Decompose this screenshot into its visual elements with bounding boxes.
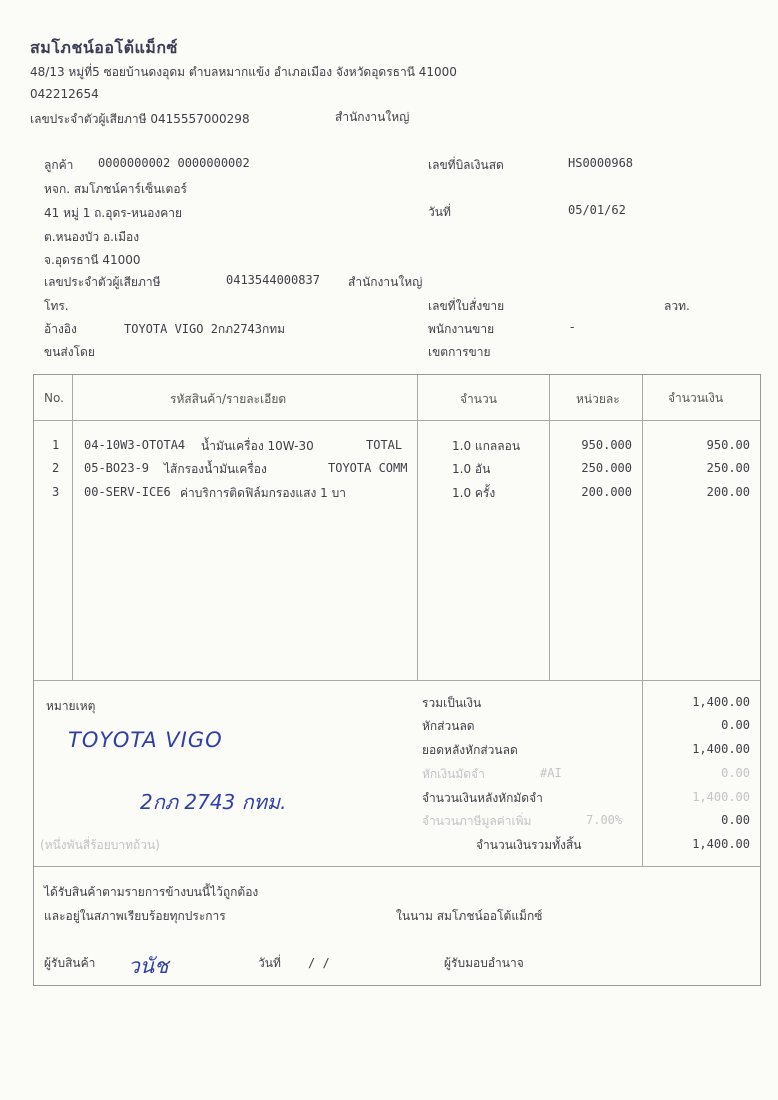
table-row-1-qty: 1.0 แกลลอน: [452, 439, 521, 453]
company-name: สมโภชน์ออโต้แม็กซ์: [30, 38, 178, 57]
col-divider-qty: [549, 375, 550, 680]
total-label-subtotal: รวมเป็นเงิน: [422, 696, 482, 710]
totals-bottom-divider: [34, 866, 760, 867]
total-value-deposit: 0.00: [721, 766, 750, 780]
col-divider-desc: [417, 375, 418, 680]
table-row-2-price: 250.000: [581, 461, 632, 475]
table-header-divider: [34, 420, 760, 421]
table-row-3-code: 00-SERV-ICE6: [84, 485, 171, 499]
company-address: 48/13 หมู่ที่5 ซอยบ้านดงอุดม ตำบลหมากแข้ง อำเภอเมือง จังหวัดอุดรธานี 41000: [30, 65, 457, 79]
bill-no: HS0000968: [568, 156, 634, 170]
total-value-vat: 0.00: [721, 813, 750, 827]
total-label-vat: จำนวนภาษีมูลค่าเพิ่ม: [422, 814, 532, 828]
receiver-label: ผู้รับสินค้า: [44, 956, 96, 970]
table-row-3-price: 200.000: [581, 485, 632, 499]
table-row-1-code: 04-10W3-OTOTA4: [84, 438, 186, 452]
table-row-3-qty: 1.0 ครั้ง: [452, 486, 496, 500]
col-divider-no: [72, 375, 73, 680]
total-deposit-code: #AI: [540, 766, 562, 780]
ship-by-label: ขนส่งโดย: [44, 345, 95, 359]
total-label-deposit: หักเงินมัดจำ: [422, 767, 485, 781]
table-row-3-amount: 200.00: [706, 485, 750, 499]
on-behalf-of: ในนาม สมโภชน์ออโต้แม็กซ์: [396, 909, 543, 923]
col-header-qty: จำนวน: [460, 392, 497, 406]
handwritten-model: TOYOTA VIGO: [68, 728, 223, 752]
customer-tax-label: เลขประจำตัวผู้เสียภาษี: [44, 275, 161, 289]
table-row-3-desc: ค่าบริการติดฟิล์มกรองแสง 1 บา: [180, 486, 346, 500]
total-value-discount: 0.00: [721, 718, 750, 732]
company-phone: 042212654: [30, 87, 99, 101]
customer-address-2: ต.หนองบัว อ.เมือง: [44, 230, 140, 244]
table-row-1-desc: น้ำมันเครื่อง 10W-30: [201, 439, 314, 453]
customer-address-1: 41 หมู่ 1 ถ.อุดร-หนองคาย: [44, 206, 182, 220]
col-divider-price: [642, 375, 643, 866]
col-header-amount: จำนวนเงิน: [668, 391, 724, 405]
customer-phone-label: โทร.: [44, 299, 69, 313]
col-header-desc: รหัสสินค้า/รายละเอียด: [170, 392, 287, 406]
sales-zone-label: เขตการขาย: [428, 345, 491, 359]
customer-code: 0000000002 0000000002: [98, 156, 250, 170]
table-row-1-price: 950.000: [581, 438, 632, 452]
handwritten-plate: 2กภ 2743 กทม.: [140, 790, 287, 814]
total-value-subtotal: 1,400.00: [692, 695, 750, 709]
table-row-2-amount: 250.00: [706, 461, 750, 475]
table-row-1-amount: 950.00: [706, 438, 750, 452]
company-branch: สำนักงานใหญ่: [335, 110, 410, 124]
customer-address-3: จ.อุดรธานี 41000: [44, 253, 141, 267]
table-row-2-brand: TOYOTA COMM: [328, 461, 408, 475]
total-value-after-deposit: 1,400.00: [692, 790, 750, 804]
total-label-discount: หักส่วนลด: [422, 719, 475, 733]
customer-branch: สำนักงานใหญ่: [348, 275, 423, 289]
salesman-label: พนักงานขาย: [428, 322, 495, 336]
sales-order-label: เลขที่ใบสั่งขาย: [428, 299, 505, 313]
items-bottom-divider: [34, 680, 760, 681]
reference-label: อ้างอิง: [44, 322, 77, 336]
table-row-2-code: 05-BO23-9: [84, 461, 150, 475]
received-statement-2: และอยู่ในสภาพเรียบร้อยทุกประการ: [44, 909, 226, 923]
col-header-unit-price: หน่วยละ: [576, 392, 620, 406]
table-row-3-no: 3: [52, 485, 60, 499]
footer-date-value: / /: [308, 956, 330, 970]
customer-tax-id: 0413544000837: [226, 273, 320, 287]
authorized-label: ผู้รับมอบอำนาจ: [444, 956, 524, 970]
salesman-value: -: [570, 320, 575, 334]
invoice-date: 05/01/62: [568, 203, 626, 217]
date-label: วันที่: [428, 205, 451, 219]
receiver-signature: วนัช: [128, 954, 169, 978]
total-label-after-discount: ยอดหลังหักส่วนลด: [422, 743, 518, 757]
table-row-1-brand: TOTAL: [366, 438, 403, 452]
table-row-2-desc: ไส้กรองน้ำมันเครื่อง: [164, 462, 267, 476]
amount-in-words: (หนึ่งพันสี่ร้อยบาทถ้วน): [40, 838, 160, 852]
total-vat-rate: 7.00%: [586, 813, 623, 827]
company-tax-id: เลขประจำตัวผู้เสียภาษี 0415557000298: [30, 112, 250, 126]
bill-no-label: เลขที่บิลเงินสด: [428, 158, 504, 172]
table-row-2-no: 2: [52, 461, 60, 475]
reference-value: TOYOTA VIGO 2กภ2743กทม: [124, 322, 286, 336]
table-row-2-qty: 1.0 อัน: [452, 462, 491, 476]
total-value-after-discount: 1,400.00: [692, 742, 750, 756]
footer-date-label: วันที่: [258, 956, 281, 970]
total-label-grand: จำนวนเงินรวมทั้งสิ้น: [476, 838, 582, 852]
customer-label: ลูกค้า: [44, 158, 74, 172]
table-row-1-no: 1: [52, 438, 60, 452]
customer-name: หจก. สมโภชน์คาร์เซ็นเตอร์: [44, 182, 187, 196]
total-value-grand: 1,400.00: [692, 837, 750, 851]
total-label-after-deposit: จำนวนเงินหลังหักมัดจำ: [422, 791, 543, 805]
remarks-label: หมายเหตุ: [46, 699, 96, 713]
received-statement-1: ได้รับสินค้าตามรายการข้างบนนี้ไว้ถูกต้อง: [44, 885, 259, 899]
sales-order-extra: ลวท.: [664, 299, 690, 313]
col-header-no: No.: [44, 391, 64, 405]
